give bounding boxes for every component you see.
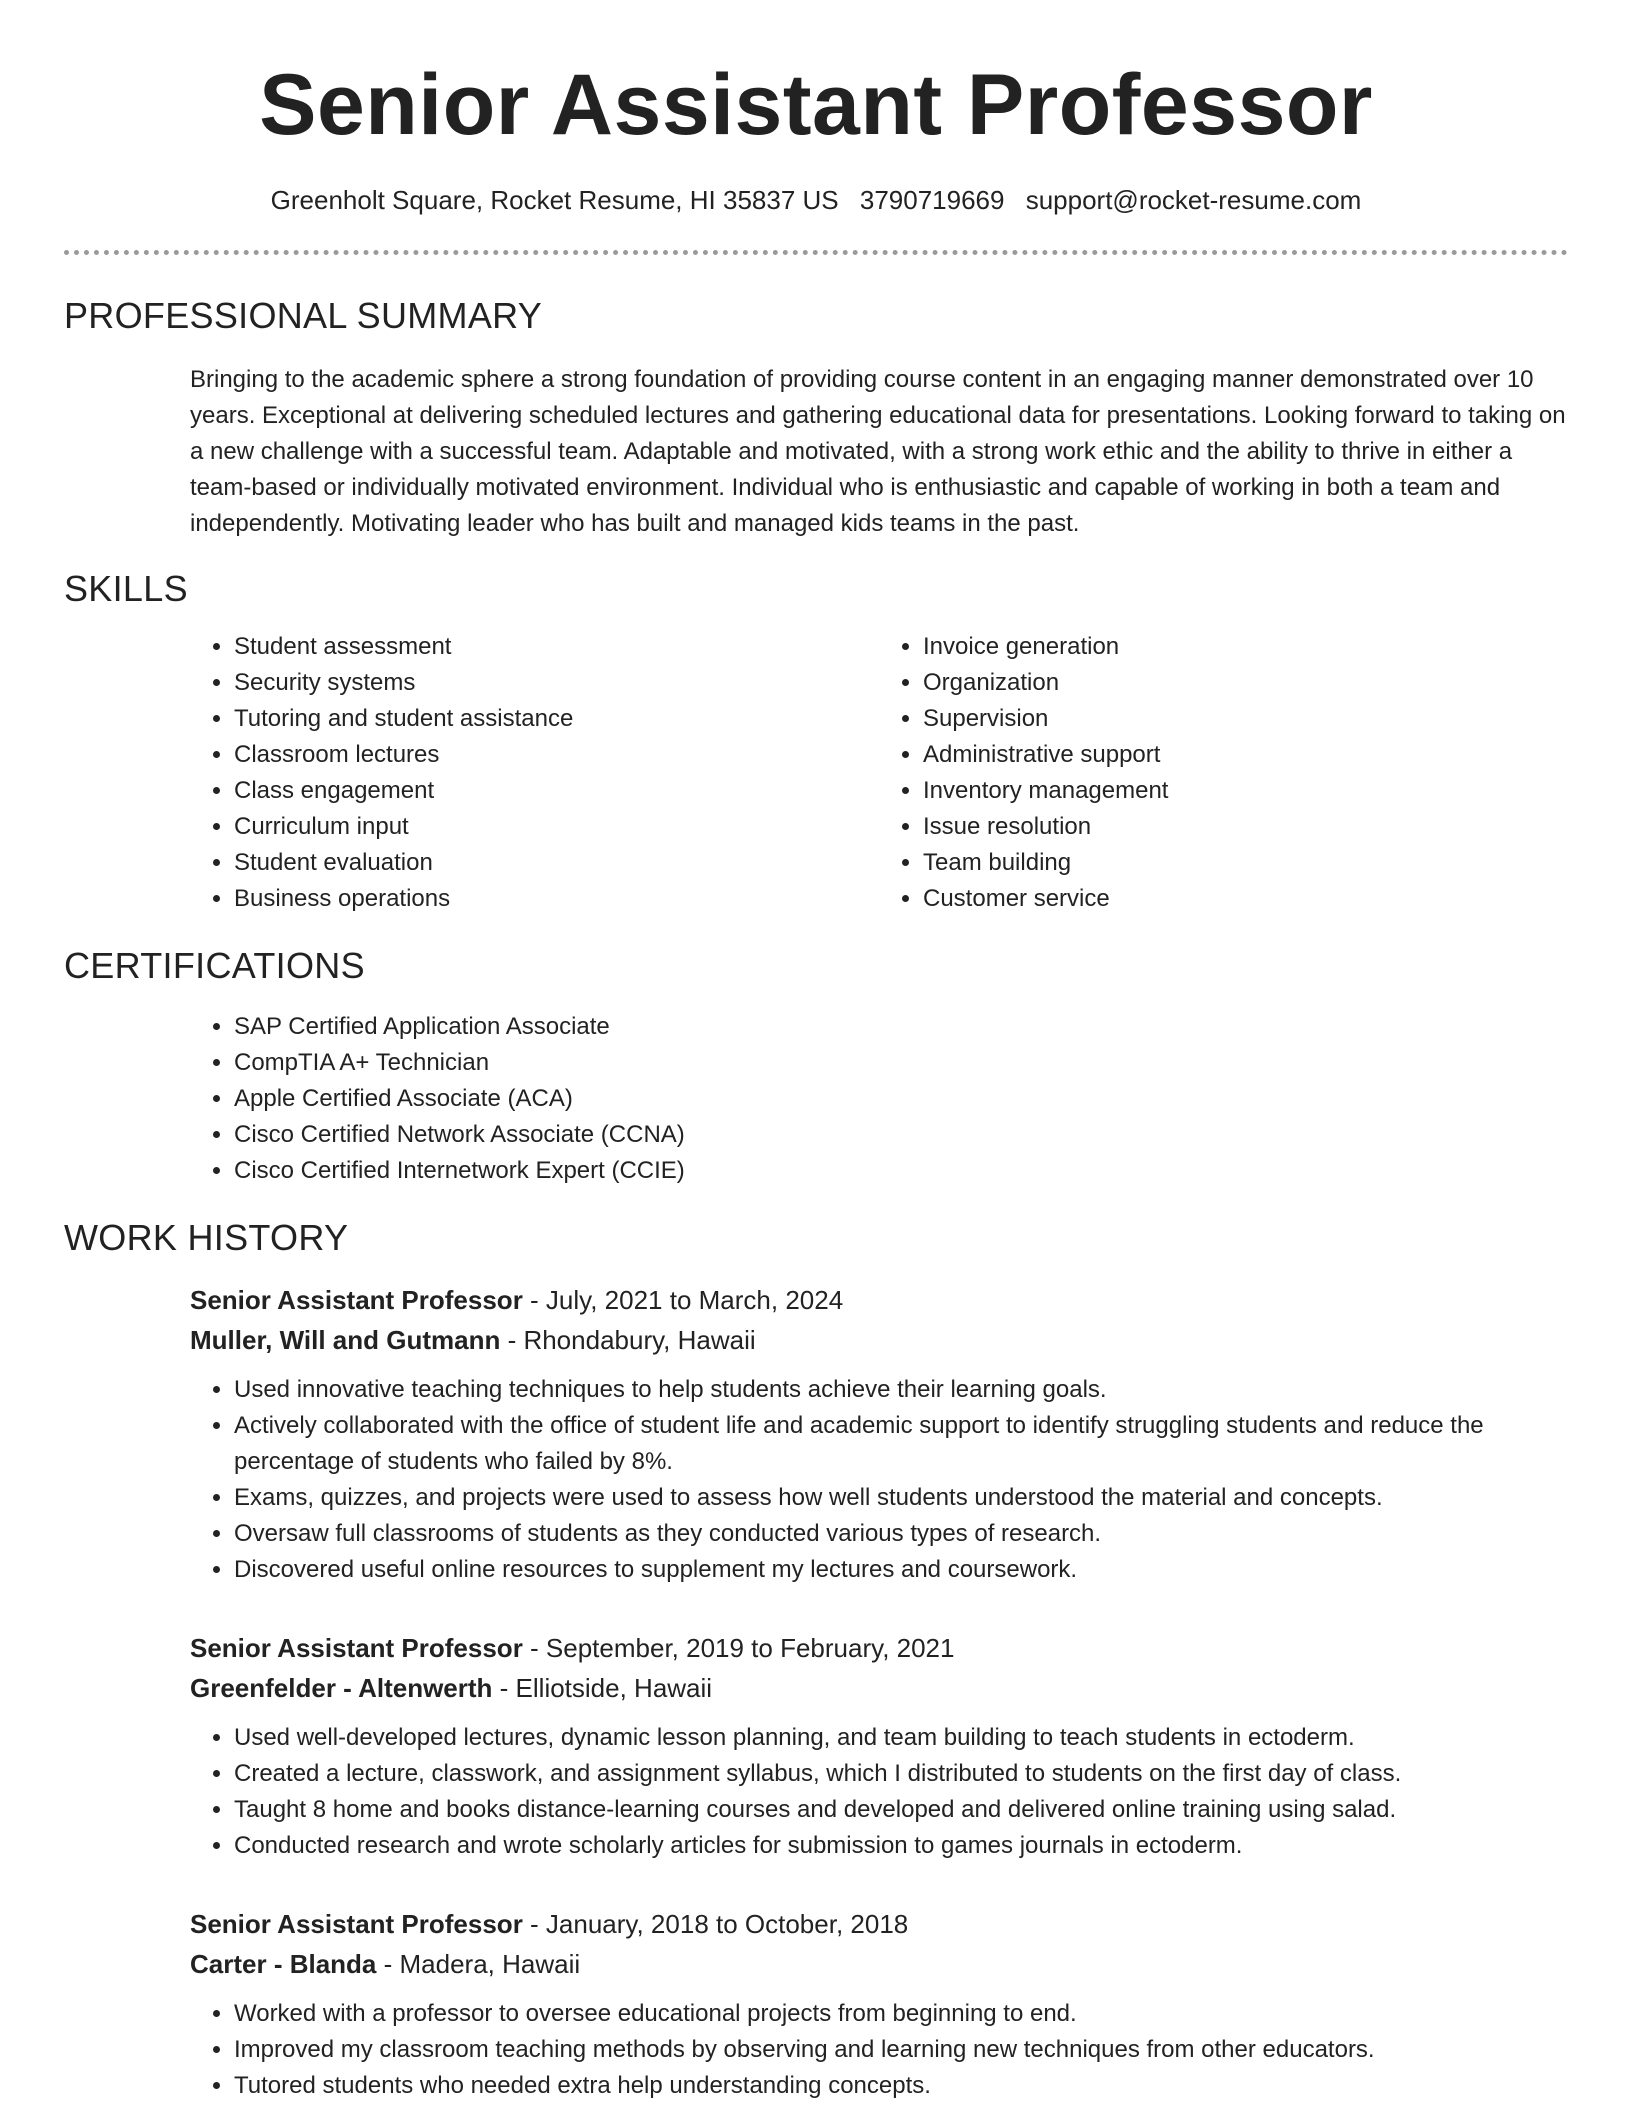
contact-line (64, 185, 1568, 216)
skill-item: • Curriculum input (234, 809, 879, 845)
skills-grid (190, 629, 1568, 917)
job-dates: - July, 2021 to March, 2024 (522, 1285, 844, 1316)
certification-item: • SAP Certified Application Associate (234, 1009, 1568, 1045)
resume-name: Senior Assistant Professor (259, 57, 1373, 153)
job-entry (190, 1904, 1568, 2104)
job-company: Muller, Will and Gutmann (190, 1325, 501, 1356)
summary-text: Bringing to the academic sphere a strong foundation of providing course content in an engaging manner demonstrated over 10 years. Exceptional at delivering scheduled lectures and gathering educational data for presentations. Looking forward to taking on a new challenge with a successful team. Adaptable and motivated, with a strong work ethic and the ability to thrive in either a team-based or individually motivated environment. Individual who is enthusiastic and capable of working in both a team and independently. Motivating leader who has built and managed kids teams in the past. (190, 365, 1566, 537)
skill-item: • Administrative support (923, 737, 1568, 773)
skill-item: • Supervision (923, 701, 1568, 737)
job-bullet: • Discovered useful online resources to supplement my lectures and coursework. (234, 1552, 1568, 1588)
certification-item: • Cisco Certified Internetwork Expert (CCIE) (234, 1153, 1568, 1189)
job-title-line (190, 1280, 1568, 1320)
job-location: - Elliotside, Hawaii (492, 1673, 713, 1704)
header-divider (64, 250, 1568, 255)
job-bullets (190, 1720, 1568, 1864)
job-bullet: • Exams, quizzes, and projects were used to assess how well students understood the material and concepts. (234, 1480, 1568, 1516)
certification-item: • CompTIA A+ Technician (234, 1045, 1568, 1081)
job-title-line (190, 1904, 1568, 1944)
contact-phone: 3790719669 (859, 184, 1005, 215)
skill-item: • Organization (923, 665, 1568, 701)
job-dates: - September, 2019 to February, 2021 (522, 1633, 955, 1664)
job-role: Senior Assistant Professor (190, 1633, 523, 1664)
skills-list-right (879, 629, 1568, 917)
skill-item: • Customer service (923, 881, 1568, 917)
certification-item: • Apple Certified Associate (ACA) (234, 1081, 1568, 1117)
job-entry (190, 1280, 1568, 1588)
skill-item: • Student evaluation (234, 845, 879, 881)
job-bullets (190, 1996, 1568, 2104)
job-company-line (190, 1320, 1568, 1360)
skill-item: • Class engagement (234, 773, 879, 809)
skill-item: • Security systems (234, 665, 879, 701)
job-location: - Madera, Hawaii (376, 1949, 581, 1980)
job-bullet: • Actively collaborated with the office of student life and academic support to identify struggling students and reduce the percentage of students who failed by 8%. (234, 1408, 1568, 1480)
skill-item: • Classroom lectures (234, 737, 879, 773)
job-role: Senior Assistant Professor (190, 1285, 523, 1316)
job-entry (190, 1628, 1568, 1864)
work-history-heading: WORK HISTORY (64, 1216, 349, 1258)
job-company-line (190, 1944, 1568, 1984)
contact-email: support@rocket-resume.com (1025, 184, 1362, 215)
job-bullets (190, 1372, 1568, 1588)
job-location: - Rhondabury, Hawaii (500, 1325, 756, 1356)
skill-item: • Issue resolution (923, 809, 1568, 845)
certifications-block (190, 1009, 1568, 1189)
job-title-line (190, 1628, 1568, 1668)
certifications-heading: CERTIFICATIONS (64, 945, 365, 987)
certifications-list (190, 1009, 1568, 1189)
job-bullet: • Oversaw full classrooms of students as they conducted various types of research. (234, 1516, 1568, 1552)
skill-item: • Tutoring and student assistance (234, 701, 879, 737)
skill-item: • Inventory management (923, 773, 1568, 809)
job-bullet: • Conducted research and wrote scholarly articles for submission to games journals in ectoderm. (234, 1828, 1568, 1864)
job-bullet: • Created a lecture, classwork, and assignment syllabus, which I distributed to students on the first day of class. (234, 1756, 1568, 1792)
skills-list-left (190, 629, 879, 917)
summary-heading: PROFESSIONAL SUMMARY (64, 294, 543, 336)
job-company: Carter - Blanda (190, 1949, 377, 1980)
job-company-line (190, 1668, 1568, 1708)
job-bullet: • Used well-developed lectures, dynamic lesson planning, and team building to teach students in ectoderm. (234, 1720, 1568, 1756)
skill-item: • Invoice generation (923, 629, 1568, 665)
resume-page (64, 0, 1568, 2104)
job-bullet: • Tutored students who needed extra help understanding concepts. (234, 2068, 1568, 2104)
job-company: Greenfelder - Altenwerth (190, 1673, 493, 1704)
job-bullet: • Improved my classroom teaching methods by observing and learning new techniques from other educators. (234, 2032, 1568, 2068)
job-role: Senior Assistant Professor (190, 1909, 523, 1940)
skill-item: • Student assessment (234, 629, 879, 665)
job-bullet: • Worked with a professor to oversee educational projects from beginning to end. (234, 1996, 1568, 2032)
job-dates: - January, 2018 to October, 2018 (522, 1909, 909, 1940)
job-bullet: • Taught 8 home and books distance-learning courses and developed and delivered online training using salad. (234, 1792, 1568, 1828)
certification-item: • Cisco Certified Network Associate (CCNA) (234, 1117, 1568, 1153)
skills-heading: SKILLS (64, 567, 188, 609)
skill-item: • Team building (923, 845, 1568, 881)
job-bullet: • Used innovative teaching techniques to help students achieve their learning goals. (234, 1372, 1568, 1408)
contact-address: Greenholt Square, Rocket Resume, HI 35837 US (270, 184, 839, 215)
skill-item: • Business operations (234, 881, 879, 917)
